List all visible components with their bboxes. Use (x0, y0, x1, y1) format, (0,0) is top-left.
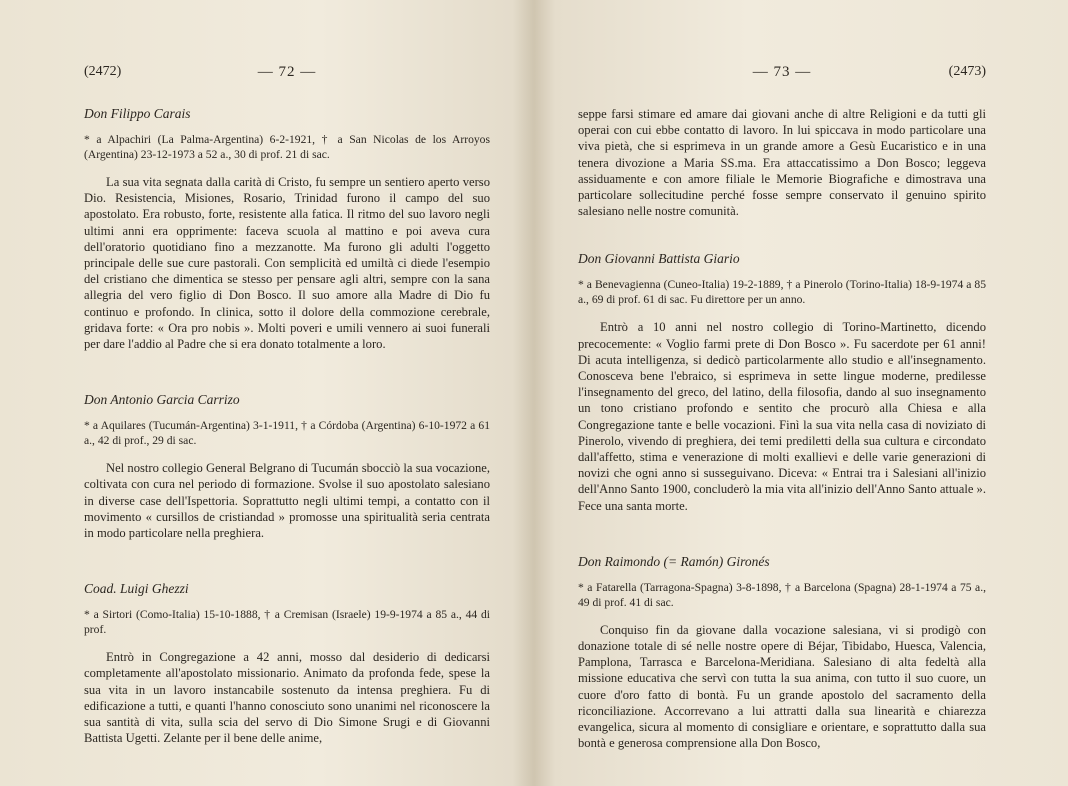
page-number: — 73 — (752, 64, 812, 80)
entry-dates: * a Alpachiri (La Palma-Argentina) 6-2-1921, † a San Nicolas de los Arroyos (Argentina) 23-12-1973 a 52 a., 30 di prof. 21 di sac. (84, 133, 490, 161)
obituary-entry (84, 581, 490, 746)
obituary-entry (84, 392, 490, 541)
obituary-entry (84, 106, 490, 352)
entry-dates: * a Fatarella (Tarragona-Spagna) 3-8-1898, † a Barcelona (Spagna) 28-1-1974 a 75 a., 49 di prof. 41 di sac. (578, 580, 986, 609)
entry-dates: * a Aquilares (Tucumán-Argentina) 3-1-1911, † a Córdoba (Argentina) 6-10-1972 a 61 a., 42 di prof., 29 di sac. (84, 419, 490, 448)
entry-title: Don Filippo Carais (84, 106, 191, 121)
entry-dates: * a Benevagienna (Cuneo-Italia) 19-2-1889, † a Pinerolo (Torino-Italia) 18-9-1974 a 85 a., 69 di prof. 61 di sac. Fu direttore per un anno. (578, 278, 986, 307)
running-number: (2473) (948, 64, 986, 79)
right-page (534, 0, 1068, 786)
entry-text: Conquiso fin da giovane dalla vocazione salesiana, vi si prodigò con donazione totale di sé nelle nostre opere di Béjar, Tibidabo, Huesca, Valencia, Pamplona, Tarrasca e Barcelona-Meridiana. Salesiano di alta fedeltà alla missione educativa che servì con tutta la sua anima, con tutto il suo cuore, un cuore d'oro fatto di bontà. Fu un grande apostolo del sacramento della riconciliazione. Accorrevano a lui attratti dalla sua linearità e chiarezza evangelica, sicura al momento di consigliare e orientare, e soprattutto dalla sua bontà e generosa comprensione alla Don Bosco, (578, 622, 986, 751)
page-header (84, 64, 490, 88)
running-number: (2472) (84, 64, 122, 79)
page-header (578, 64, 986, 88)
entry-title: Don Giovanni Battista Giario (578, 251, 740, 267)
entry-text: Entrò in Congregazione a 42 anni, mosso dal desiderio di dedicarsi completamente all'apostolato missionario. Animato da profonda fede, spese la sua vita in un lavoro instancabile sostenuto da intensa preghiera. Fu di edificazione a tutti, e quanti l'hanno conosciuto sono unanimi nel riconoscere la sua santità di vita, sulla scia del servo di Dio Simone Srugi e di Giovanni Battista Ugetti. Zelante per il bene delle anime, (84, 650, 490, 746)
entry-title: Don Raimondo (= Ramón) Gironés (578, 553, 770, 569)
entry-title: Don Antonio Garcia Carrizo (84, 392, 240, 408)
entry-text: La sua vita segnata dalla carità di Cristo, fu sempre un sentiero aperto verso Dio. Resistencia, Misiones, Rosario, Trinidad furono il campo del suo apostolato. Era robusto, forte, resistente alla fatica. Il ritmo del suo lavoro negli ultimi anni era opprimente: faceva scuola al mattino e poi aveva cura dell'oratorio quotidiano fino a mezzanotte. Ma furono gli adulti l'oggetto principale delle sue cure pastorali. Con semplicità ed umiltà ci diede l'esempio del cristiano che dimentica se stesso per pensare agli altri, sempre con la sana allegria del vero figlio di Don Bosco. Il suo amore alla Madre di Dio fu continuo e profondo. In clinica, sotto il dolore della commozione cerebrale, gridava forte: « Ora pro nobis ». Molti poveri e umili vennero ai suoi funerali per dare l'addio al Padre che si era donato totalmente a loro. (84, 175, 490, 352)
entry-text: Entrò a 10 anni nel nostro collegio di Torino-Martinetto, dicendo precocemente: « Voglio farmi prete di Don Bosco ». Fu sacerdote per 61 anni! Di acuta intelligenza, si dedicò particolarmente allo studio e all'insegnamento. Conosceva bene l'ebraico, si esprimeva in sette lingue moderne, predilesse l'insegnamento del greco, del latino, della filosofia, dando al suo insegnamento un tono cristiano profondo e sentito che procurò alla Chiesa e alla Congregazione tante e belle vocazioni. Finì la sua vita nella casa di noviziato di Pinerolo, vivendo di preghiera, dei temi prediletti della sua cultura e circondato dall'affetto, stima e venerazione di molti exallievi e delle varie generazioni di novizi che ogni anno si susseguivano. Diceva: « Entrai tra i Salesiani all'inizio dell'Anno Santo 1900, concluderò la mia vita all'inizio dell'Anno Santo attuale ». Fece una santa morte. (578, 320, 986, 513)
obituary-entry (578, 251, 986, 513)
page-number: — 72 — (257, 64, 317, 80)
entry-text: Nel nostro collegio General Belgrano di Tucumán sbocciò la sua vocazione, coltivata con cura nel periodo di formazione. Svolse il suo apostolato salesiano in diverse case dell'Ispettoria. Soprattutto negli ultimi tempi, a contatto con il movimento « cursillos de cristiandad » promosse una spiritualità seria centrata in modo particolare nella preghiera. (84, 461, 490, 541)
entry-dates: * a Sirtori (Como-Italia) 15-10-1888, † a Cremisan (Israele) 19-9-1974 a 85 a., 44 di prof. (84, 608, 490, 637)
continued-text: seppe farsi stimare ed amare dai giovani anche di altre Religioni e da tutti gli operai con cui ebbe contatto di lavoro. In lui spiccava in modo particolare una viva pietà, che si esprimeva in un grande amore a Gesù Eucaristico e in una tenera divozione a Maria SS.ma. Era attaccatissimo a Don Bosco; leggeva assiduamente e con amore filiale le Memorie Biografiche e dimostrava una particolare sollecitudine perché fosse sempre conservato il genuino spirito salesiano nelle nostre comunità. (578, 107, 986, 219)
entry-title: Coad. Luigi Ghezzi (84, 581, 189, 597)
obituary-entry (578, 554, 986, 752)
